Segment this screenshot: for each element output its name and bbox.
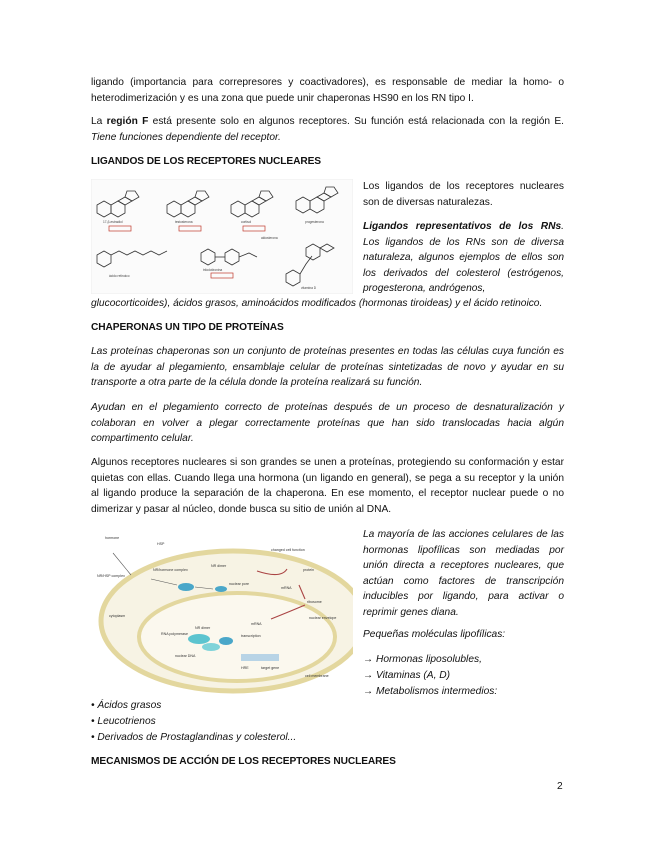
label-aldosterona: aldosterona xyxy=(261,236,278,240)
ligand-structures-figure xyxy=(91,179,353,294)
region-f-prefix: La xyxy=(91,116,107,127)
label-cortisol: cortisol xyxy=(241,220,252,224)
bullet-leucotrienos: • Leucotrienos xyxy=(91,716,156,727)
label-hre: HRE xyxy=(241,666,249,670)
paragraph-chaperonas-1: Las proteínas chaperonas son un conjunto de proteínas presentes en todas las células cuya función es la de ayudar al plegamiento, ensamblaje celular de proteínas sintetizadas de novo y ayudar en su transporte a otra parte de la célula donde la proteína realizará su función. xyxy=(91,346,564,389)
nuclear-dna-shape xyxy=(241,654,279,661)
arrow-item-3: → Metabolismos intermedios: xyxy=(363,686,498,697)
region-f-text: está presente solo en algunos receptores. Su función está relacionada con la región E. xyxy=(148,116,564,127)
nr-hsp-complex-shape xyxy=(178,583,194,591)
heading-ligandos: LIGANDOS DE LOS RECEPTORES NUCLEARES xyxy=(91,156,321,167)
label-nr-dimer-top: NR dimer xyxy=(211,564,227,568)
label-nr-hormone-complex: NR/hormone complex xyxy=(153,568,188,572)
label-triiodotironina: triiodotironina xyxy=(203,268,223,272)
nuclear-receptor-cell-diagram xyxy=(91,527,353,695)
label-mrna-bottom: mRNA xyxy=(251,622,262,626)
label-changed-cell-function: changed cell function xyxy=(271,548,305,552)
label-estradiol: 17-β-estradiol xyxy=(103,220,123,224)
arrow-item-2: → Vitaminas (A, D) xyxy=(363,670,450,681)
label-testosterona: testosterona xyxy=(175,220,193,224)
label-progesterona: progesterona xyxy=(305,220,324,224)
label-mrna-top: mRNA xyxy=(281,586,292,590)
ligandos-side-text xyxy=(363,219,564,297)
region-f-label: región F xyxy=(106,116,149,127)
label-nr-hsp-complex: NR/HSP complex xyxy=(97,574,125,578)
ligandos-bold: Ligandos representativos de los RNs xyxy=(363,221,562,232)
ligandos-intro: Los ligandos de los receptores nucleares son de diversas naturalezas. xyxy=(363,181,564,208)
paragraph-region-f xyxy=(91,114,564,145)
rna-polymerase-shape xyxy=(188,634,210,644)
ligandos-rest: . Los ligandos de los RNs son de diversa naturaleza, algunos ejemplos de ellos son los derivados del colesterol (estrógenos, progesterona, andrógenos, xyxy=(363,221,564,295)
region-f-italic: Tiene funciones dependiente del receptor. xyxy=(91,131,281,143)
label-rna-polymerase: RNA polymerase xyxy=(161,632,188,636)
paragraph-ligand-domain: ligando (importancia para correpresores y coactivadores), es responsable de mediar la homo- o heterodimerización y es una zona que puede unir chaperonas HS90 en los RN tipo I. xyxy=(91,77,564,104)
ligandos-full-line: glucocorticoides), ácidos grasos, aminoácidos modificados (hormonas tiroideas) y el ácido retinoico. xyxy=(91,298,543,309)
paragraph-chaperonas-3: Algunos receptores nucleares si son grandes se unen a proteínas, protegiendo su conformación y estar quietas con ellas. Cuando llega una hormona (un ligando en general), se pega a su receptor y la unión al ligando produce la separación de la chaperona. En ese momento, el receptor nuclear puede o no dimerizar y pasar al núcleo, donde busca su sitio de unión al DNA. xyxy=(91,457,564,515)
arrow-item-1: → Hormonas liposolubles, xyxy=(363,654,482,665)
label-cell-membrane: cell membrane xyxy=(305,674,329,678)
heading-chaperonas: CHAPERONAS UN TIPO DE PROTEÍNAS xyxy=(91,322,284,333)
label-protein: protein xyxy=(303,568,314,572)
label-hsp: HSP xyxy=(157,542,165,546)
label-nr-dimer-bottom: NR dimer xyxy=(195,626,211,630)
bullet-prostaglandinas: • Derivados de Prostaglandinas y colesterol... xyxy=(91,732,297,743)
pequenas-moleculas: Pequeñas moléculas lipofílicas: xyxy=(363,629,506,640)
label-acido-retinoico: ácido retinoico xyxy=(109,274,130,278)
label-ribosome: ribosome xyxy=(307,600,322,604)
paragraph-chaperonas-2: Ayudan en el plegamiento correcto de proteínas después de un proceso de desnaturalización y colaboran en volver a plegar correctamente proteínas que han sido translocadas hacia algún compartimento celular. xyxy=(91,402,564,445)
heading-mecanismos: MECANISMOS DE ACCIÓN DE LOS RECEPTORES NUCLEARES xyxy=(91,756,396,767)
label-vitamina-d: vitamina D xyxy=(301,286,317,290)
label-transcription: transcription xyxy=(241,634,261,638)
bullet-acidos-grasos: • Ácidos grasos xyxy=(91,700,162,711)
label-nuclear-dna: nuclear DNA xyxy=(175,654,196,658)
label-nuclear-pore: nuclear pore xyxy=(229,582,249,586)
label-nuclear-envelope: nuclear envelope xyxy=(309,616,337,620)
label-cytoplasm: cytoplasm xyxy=(109,614,126,618)
paragraph-acciones: La mayoría de las acciones celulares de las hormonas lipofílicas son mediadas por unión directa a receptores nucleares, que actúan como factores de transcripción inducibles por ligando, para activar o reprimir genes diana. xyxy=(363,529,564,618)
page-number: 2 xyxy=(557,781,563,792)
label-target-gene: target gene xyxy=(261,666,280,670)
label-hormone: hormone xyxy=(105,536,120,540)
